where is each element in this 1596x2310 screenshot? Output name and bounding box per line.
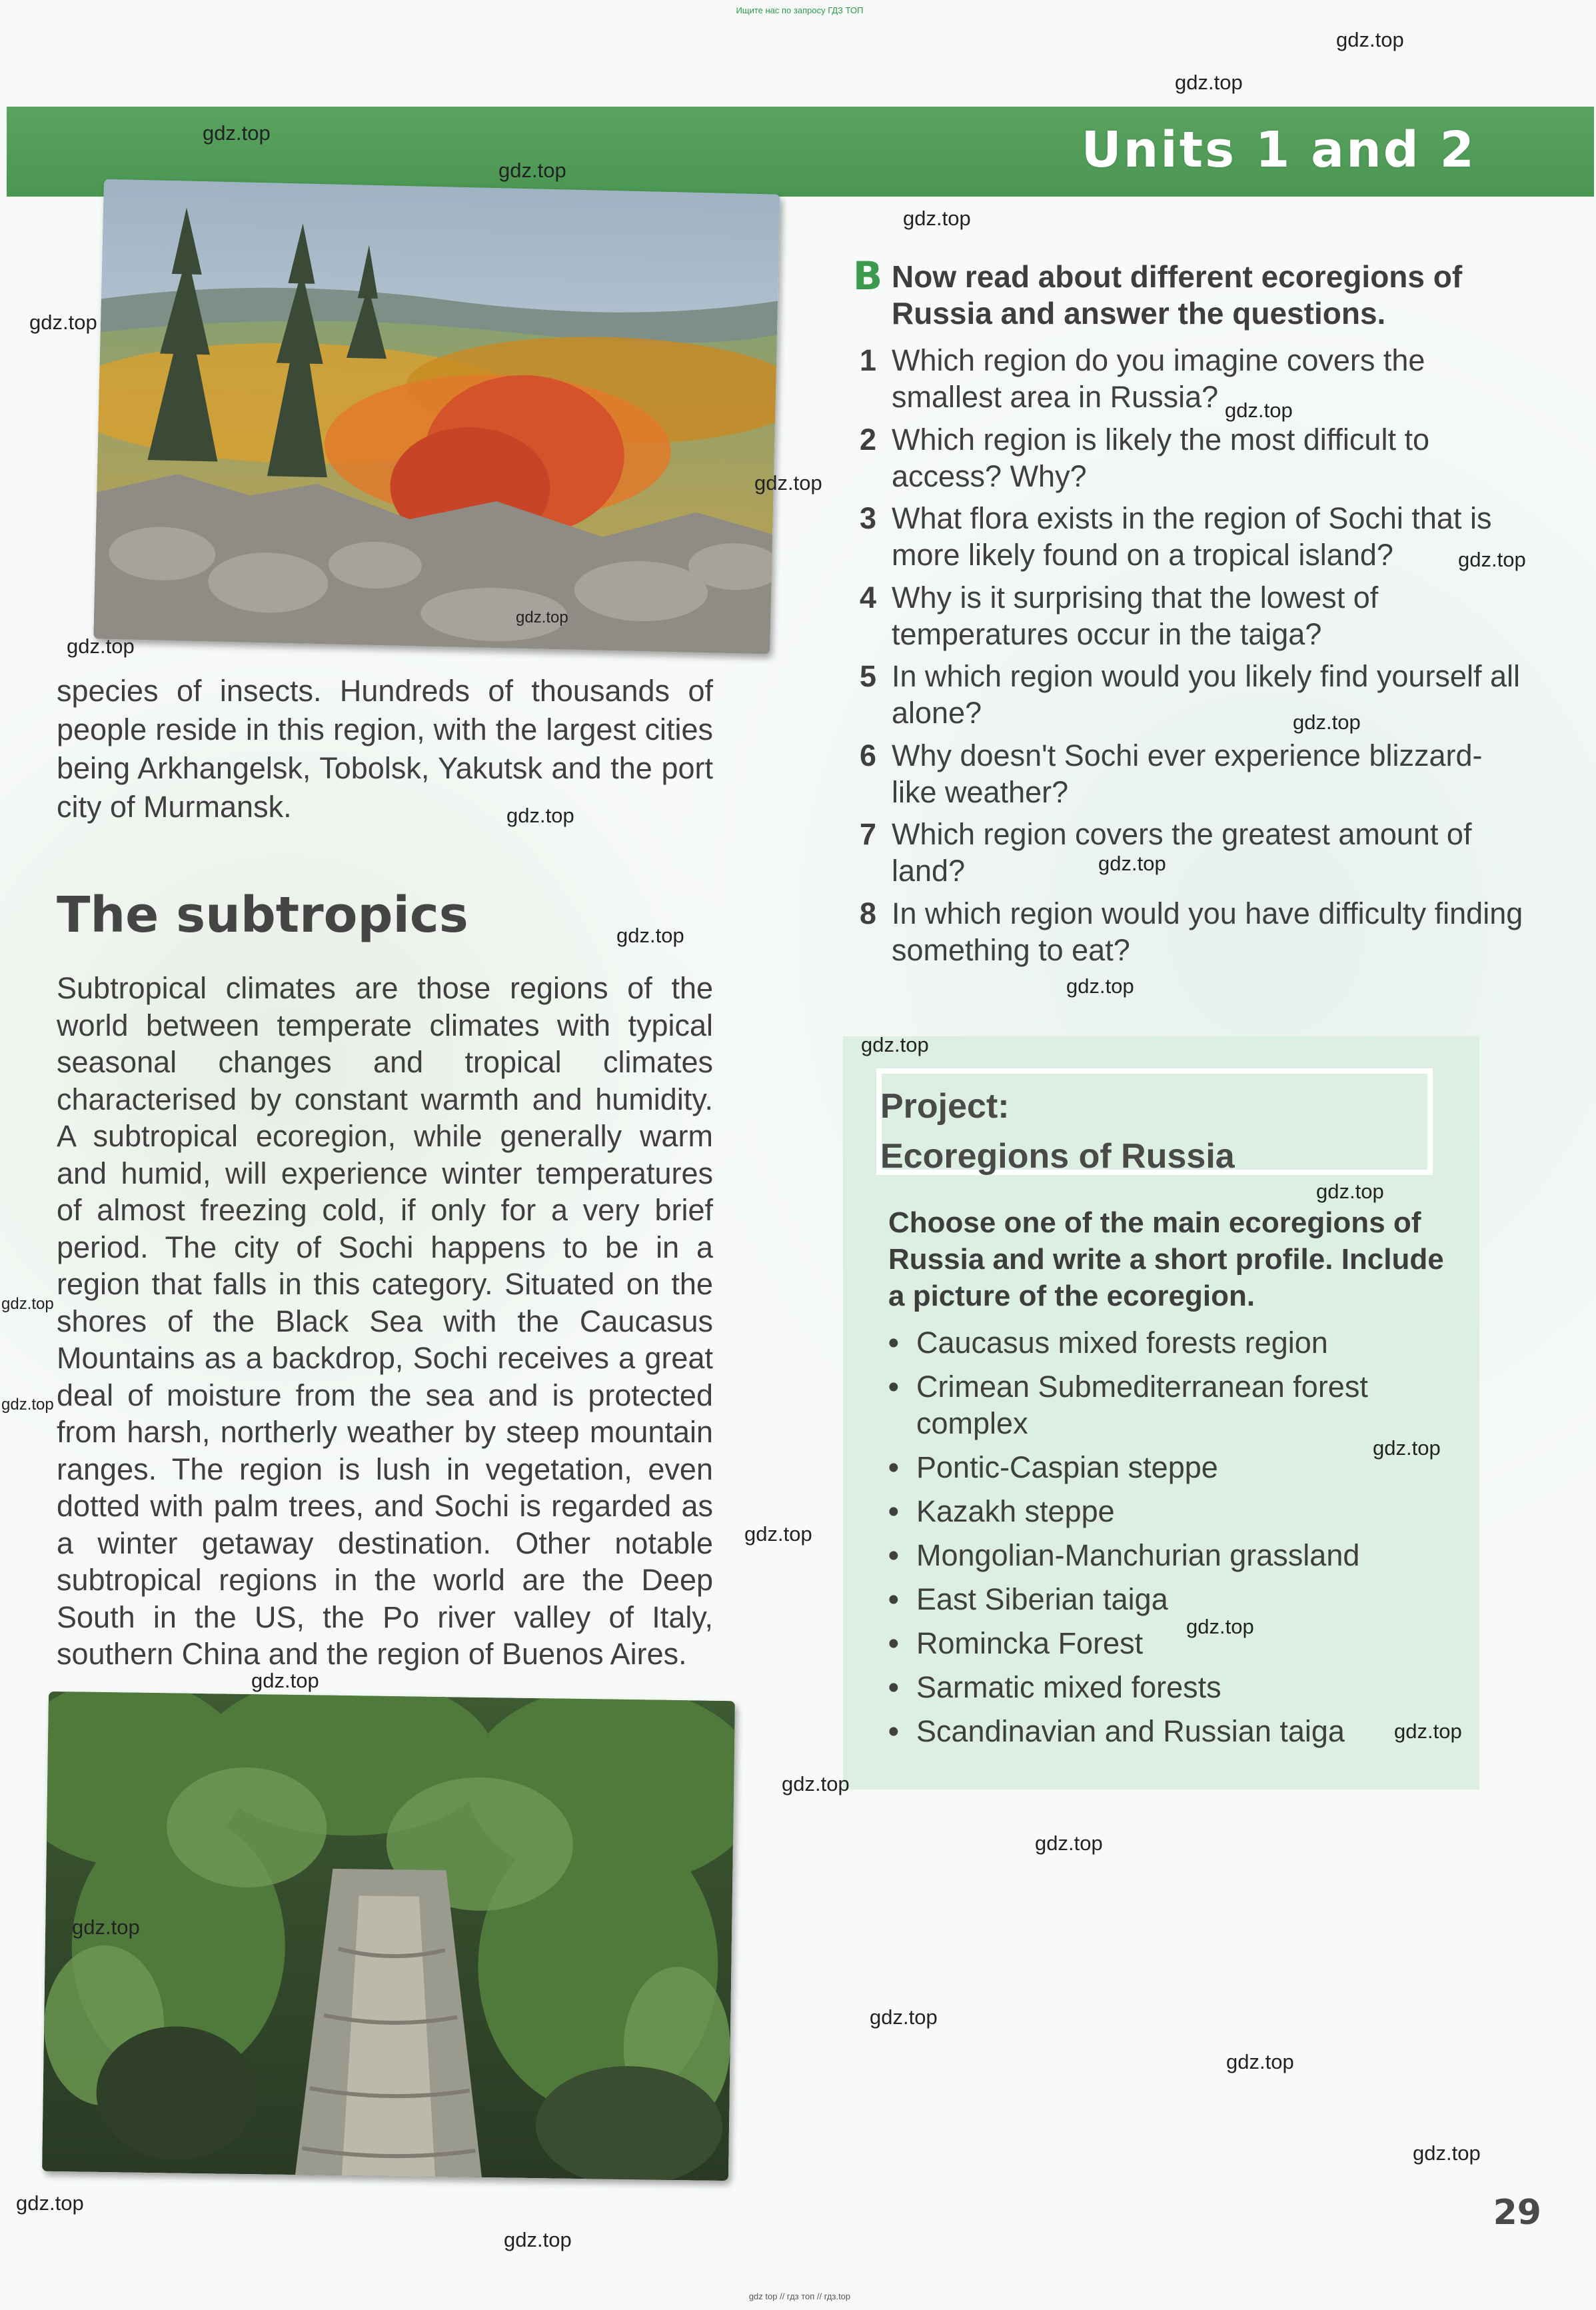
question-text: In which region would you likely find yourself all alone? — [892, 659, 1520, 730]
question-text: Which region is likely the most difficult to access? Why? — [892, 422, 1429, 493]
question-text: Which region covers the greatest amount of land? — [892, 817, 1472, 888]
bottom-note[interactable]: gdz top // гдз топ // гдз.top — [748, 2291, 851, 2301]
question-text: Which region do you imagine covers the smallest area in Russia? — [892, 343, 1425, 414]
question-item — [860, 500, 1526, 573]
question-item — [860, 342, 1526, 415]
watermark: gdz.top — [1316, 1180, 1384, 1203]
watermark: gdz.top — [861, 1033, 929, 1056]
watermark: gdz.top — [1336, 28, 1404, 51]
watermark: gdz.top — [29, 311, 97, 334]
question-item — [860, 658, 1526, 731]
question-text: In which region would you have difficulty finding something to eat? — [892, 896, 1523, 967]
question-number: 4 — [860, 580, 877, 614]
watermark: gdz.top — [1373, 1436, 1441, 1460]
bullet-icon: • — [888, 1626, 899, 1660]
project-title-line2: Ecoregions of Russia — [880, 1137, 1235, 1176]
watermark: gdz.top — [744, 1522, 812, 1546]
watermark: gdz.top — [251, 1669, 319, 1692]
exercise-instruction: Now read about different ecoregions of Russia and answer the questions. — [892, 259, 1463, 331]
region-list — [888, 1324, 1461, 1757]
intro-paragraph: species of insects. Hundreds of thousands of people reside in this region, with the largest cities being Arkhangelsk, Tobolsk, Yakutsk and the port city of Murmansk. — [57, 674, 713, 824]
watermark: gdz.top — [1, 1295, 54, 1313]
watermark: gdz.top — [1394, 1720, 1462, 1743]
region-name: Scandinavian and Russian taiga — [916, 1714, 1345, 1748]
bullet-icon: • — [888, 1714, 899, 1748]
region-name: Mongolian-Manchurian grassland — [916, 1538, 1360, 1572]
question-number: 1 — [860, 343, 877, 377]
unit-title: Units 1 and 2 — [1081, 121, 1476, 179]
bullet-icon: • — [888, 1494, 899, 1528]
bullet-icon: • — [888, 1670, 899, 1704]
watermark: gdz.top — [1225, 399, 1293, 422]
question-item — [860, 895, 1526, 968]
watermark: gdz.top — [72, 1915, 140, 1939]
watermark: gdz.top — [616, 924, 684, 947]
question-list — [860, 342, 1526, 974]
watermark: gdz.top — [870, 2005, 938, 2029]
watermark: gdz.top — [1175, 71, 1243, 94]
question-text: What flora exists in the region of Sochi that is more likely found on a tropical island? — [892, 501, 1492, 572]
bullet-icon: • — [888, 1450, 899, 1484]
question-number: 7 — [860, 817, 877, 851]
watermark: gdz.top — [16, 2191, 84, 2215]
project-title — [880, 1082, 1235, 1182]
page-number: 29 — [1493, 2193, 1541, 2233]
watermark: gdz.top — [782, 1772, 850, 1795]
question-number: 8 — [860, 896, 877, 930]
watermark: gdz.top — [203, 121, 271, 145]
region-name: Pontic-Caspian steppe — [916, 1450, 1218, 1484]
region-name: Romincka Forest — [916, 1626, 1144, 1660]
watermark: gdz.top — [1035, 1831, 1103, 1855]
bullet-icon: • — [888, 1370, 899, 1404]
question-item — [860, 579, 1526, 652]
top-note[interactable]: Ищите нас по запросу ГДЗ ТОП — [736, 5, 864, 15]
watermark: gdz.top — [1098, 852, 1166, 875]
region-name: East Siberian taiga — [916, 1582, 1168, 1616]
watermark: gdz.top — [1066, 974, 1134, 998]
region-item — [888, 1324, 1461, 1361]
project-box — [843, 1036, 1479, 1789]
watermark: gdz.top — [67, 634, 135, 658]
question-number: 3 — [860, 501, 877, 535]
region-item — [888, 1625, 1461, 1662]
region-item — [888, 1581, 1461, 1618]
project-instruction: Choose one of the main ecoregions of Russia and write a short profile. Include a picture of the ecoregion. — [888, 1206, 1444, 1312]
region-item — [888, 1713, 1461, 1749]
exercise-letter: B — [853, 253, 883, 299]
bullet-icon: • — [888, 1538, 899, 1572]
region-item — [888, 1368, 1461, 1442]
project-title-line1: Project: — [880, 1087, 1010, 1126]
region-name: Crimean Submediterranean forest complex — [916, 1370, 1368, 1440]
region-item — [888, 1669, 1461, 1706]
question-number: 6 — [860, 738, 877, 772]
watermark: gdz.top — [1226, 2050, 1294, 2073]
watermark: gdz.top — [903, 207, 971, 230]
region-item — [888, 1493, 1461, 1530]
watermark: gdz.top — [498, 159, 566, 182]
watermark: gdz.top — [1, 1396, 54, 1414]
watermark: gdz.top — [504, 2228, 572, 2251]
region-item — [888, 1537, 1461, 1574]
question-number: 2 — [860, 422, 877, 457]
canyon-photo — [42, 1692, 735, 2181]
watermark: gdz.top — [506, 804, 574, 827]
watermark: gdz.top — [754, 471, 822, 495]
subtropics-paragraph: Subtropical climates are those regions of the world between temperate climates with typical seasonal changes and tropical climates characterised by constant warmth and humidity. A subtropical ecoregion, while generally warm and humid, will experience winter temperatures of almost freezing cold, if only for a very brief period. The city of Sochi happens to be in a region that falls in this category. Situated on the shores of the Black Sea with the Caucasus Mountains as a backdrop, Sochi receives a great deal of moisture from the sea and is protected from harsh, northerly weather by steep mountain ranges. The region is lush in vegetation, even dotted with palm trees, and Sochi is regarded as a winter getaway destination. Other notable subtropical regions in the world are the Deep South in the US, the Po river valley of Italy, southern China and the region of Buenos Aires. — [57, 971, 713, 1671]
bullet-icon: • — [888, 1326, 899, 1360]
region-name: Kazakh steppe — [916, 1494, 1115, 1528]
watermark: gdz.top — [516, 608, 568, 626]
watermark: gdz.top — [1458, 548, 1526, 571]
watermark: gdz.top — [1293, 710, 1361, 734]
watermark: gdz.top — [1413, 2141, 1481, 2165]
region-name: Sarmatic mixed forests — [916, 1670, 1221, 1704]
autumn-forest-photo — [93, 179, 780, 654]
question-item — [860, 421, 1526, 495]
question-number: 5 — [860, 659, 877, 693]
section-heading-subtropics: The subtropics — [57, 886, 468, 944]
question-item — [860, 816, 1526, 889]
question-item — [860, 737, 1526, 810]
region-name: Caucasus mixed forests region — [916, 1326, 1328, 1360]
bullet-icon: • — [888, 1582, 899, 1616]
question-text: Why is it surprising that the lowest of temperatures occur in the taiga? — [892, 580, 1379, 651]
watermark: gdz.top — [1186, 1615, 1254, 1638]
question-text: Why doesn't Sochi ever experience blizzard-like weather? — [892, 738, 1483, 809]
